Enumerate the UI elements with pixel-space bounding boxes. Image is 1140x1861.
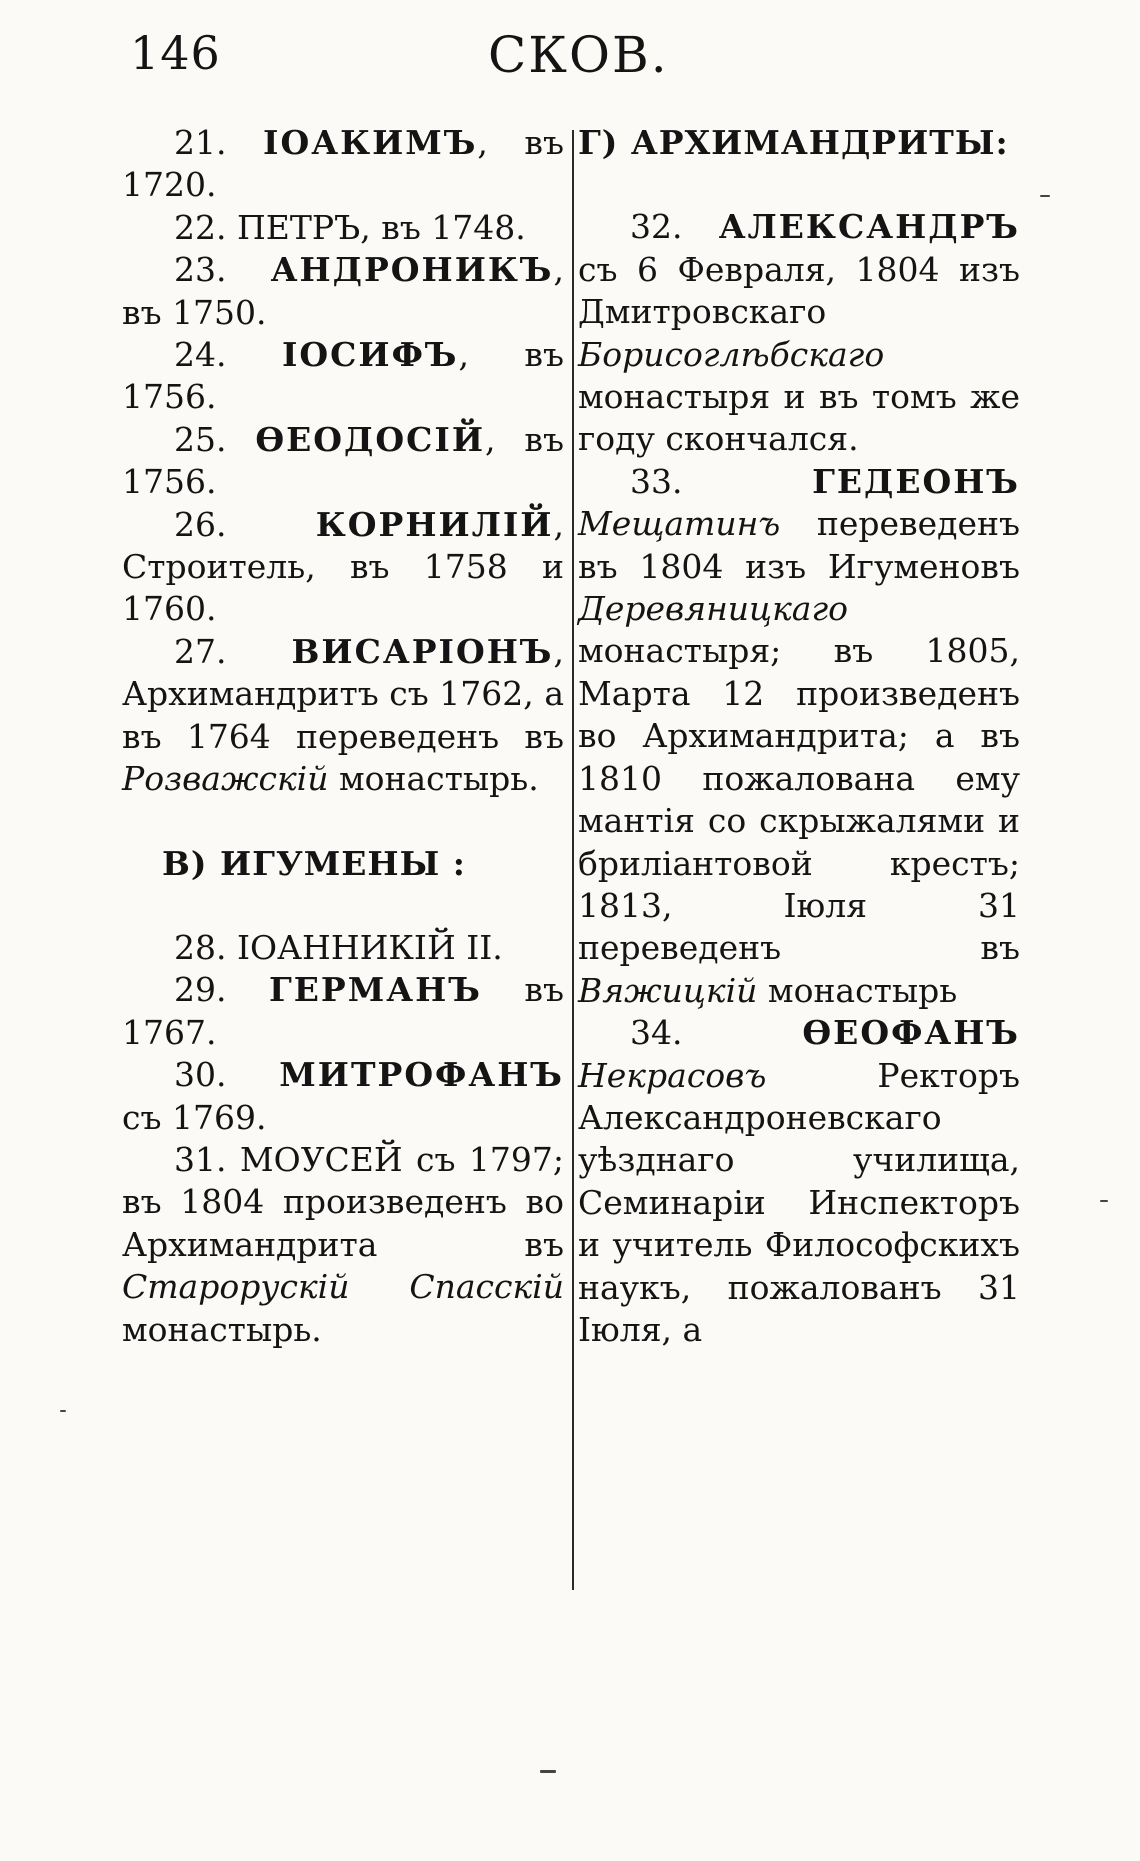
right-column: [578, 122, 1020, 1351]
surname: Некрасовъ: [578, 1055, 767, 1095]
entry-name: ІОСИФЪ: [281, 335, 459, 375]
entry-name: КОРНИЛІЙ: [315, 504, 554, 544]
ink-speck: [60, 1410, 66, 1412]
entry-22: 22. ПЕТРЪ, въ 1748.: [174, 207, 526, 247]
entry-27: 27. ВИСАРІОНЪ, Архимандритъ съ 1762, а въ 1764 переведенъ въ Розважскій монастырь.: [122, 631, 564, 799]
column-divider: [572, 130, 574, 1590]
entry-34: 34. ѲЕОФАНЪ Некрасовъ Ректоръ Александроневскаго уѣзднаго училища, Семинаріи Инспекторъ и учитель Философскихъ наукъ, пожалованъ 31 Іюля, а: [578, 1013, 1020, 1349]
entry-name: АНДРОНИКЪ: [270, 250, 554, 290]
ink-speck: [540, 1770, 556, 1773]
place-name: Старорускій Спасскій: [122, 1267, 564, 1307]
entry-24: 24. ІОСИФЪ, въ 1756.: [122, 335, 564, 417]
entry-name: ІОАКИМЪ: [263, 123, 478, 162]
place-name: Вяжицкій: [578, 970, 758, 1010]
section-heading-igumens: В) ИГУМЕНЫ :: [162, 843, 466, 883]
entry-name: АЛЕКСАНДРЪ: [718, 207, 1020, 247]
entry-name: ВИСАРІОНЪ: [291, 631, 554, 671]
entry-name: МИТРОФАНЪ: [279, 1055, 564, 1095]
entry-21: 21. ІОАКИМЪ, въ 1720.: [122, 123, 564, 205]
entry-30: 30. МИТРОФАНЪ съ 1769.: [122, 1055, 564, 1137]
ink-speck: [1100, 1200, 1108, 1202]
place-name: Деревяницкаго: [578, 589, 849, 629]
entry-31: 31. МОУСЕЙ съ 1797; въ 1804 произведенъ во Архимандрита въ Старорускій Спасскій монастырь.: [122, 1139, 564, 1349]
entry-name: ГЕРМАНЪ: [269, 970, 482, 1010]
running-head: СКОВ.: [488, 26, 669, 84]
ink-speck: [1040, 195, 1050, 197]
entry-name: ѲЕОФАНЪ: [802, 1013, 1020, 1053]
entry-26: 26. КОРНИЛІЙ, Строитель, въ 1758 и 1760.: [122, 504, 564, 629]
entry-name: ѲЕОДОСІЙ: [255, 419, 486, 459]
entry-33: 33. ГЕДЕОНЪ Мещатинъ переведенъ въ 1804 изъ Игуменовъ Деревяницкаго монастыря; въ 1805, Марта 12 произведенъ во Архимандрита; а въ 1810 пожалована ему мантія со скрыжалями и бриліантовой крестъ; 1813, Іюля 31 переведенъ въ Вяжицкій монастырь: [578, 461, 1020, 1010]
page-number: 146: [130, 26, 221, 80]
entry-29: 29. ГЕРМАНЪ въ 1767.: [122, 970, 564, 1052]
entry-25: 25. ѲЕОДОСІЙ, въ 1756.: [122, 419, 564, 502]
page-header: [0, 26, 1140, 96]
entry-name: ГЕДЕОНЪ: [812, 461, 1020, 501]
left-column: [122, 122, 564, 1351]
entry-28: 28. ІОАННИКІЙ II.: [174, 927, 503, 967]
section-heading-archimandrites: Г) АРХИМАНДРИТЫ:: [578, 123, 1009, 162]
place-name: Борисоглѣбскаго: [578, 334, 885, 374]
place-name: Розважскій: [122, 759, 329, 799]
entry-32: 32. АЛЕКСАНДРЪ съ 6 Февраля, 1804 изъ Дмитровскаго Борисоглѣбскаго монастыря и въ томъ же году скончался.: [578, 207, 1020, 459]
entry-23: 23. АНДРОНИКЪ, въ 1750.: [122, 250, 564, 332]
surname: Мещатинъ: [578, 504, 781, 544]
